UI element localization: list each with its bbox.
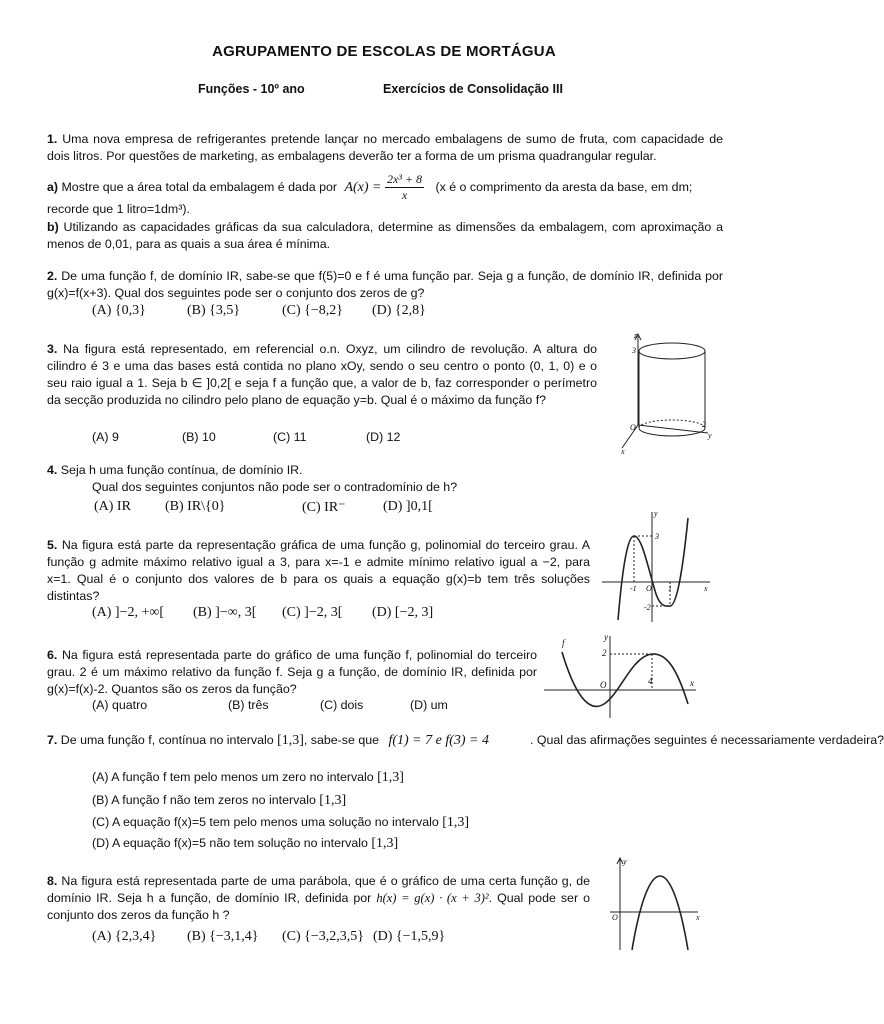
q7-text-c-line1	[530, 733, 884, 747]
q6-text: Na figura está representada parte do gráfico de uma função f, polinomial do terceiro grau. 2 é um máximo relativo da função f. Seja g a função, de domínio IR, definida por g(x)=f(x)-2. Quantos são os zeros da função?	[47, 648, 537, 696]
q7-number: 7.	[47, 733, 58, 747]
q1-b-text: Utilizando as capacidades gráficas da sua calculadora, determine as dimensões da embalagem, com aproximação a menos de 0,01, para as quais a sua área é mínima.	[47, 220, 723, 251]
question-2	[47, 268, 723, 302]
q7-option-d-interval: [1,3]	[371, 836, 399, 851]
fig3-x: x	[621, 447, 625, 456]
q3-option-c: (C) 11	[273, 430, 307, 444]
q7-text-a: De uma função f, contínua no intervalo	[60, 733, 274, 747]
q5-option-c: (C) ]−2, 3[	[282, 605, 343, 620]
q4-option-c: (C) IR⁻	[302, 500, 346, 515]
question-1	[47, 131, 723, 165]
question-4	[47, 463, 303, 477]
y-axis	[638, 425, 708, 433]
fig3-two: 2	[702, 420, 706, 429]
q6-number: 6.	[47, 648, 58, 662]
q7-option-d-text: (D) A equação f(x)=5 não tem solução no intervalo	[92, 836, 368, 850]
q8-text-a: Na figura está representada parte de uma parábola, que é o gráfico de uma certa função g, de domínio IR. Seja h a função, de domínio IR, definida por	[47, 874, 590, 905]
q8-formula: h(x) = g(x) · (x + 3)²	[376, 891, 489, 905]
fig8-y: y	[623, 857, 627, 866]
question-3	[47, 341, 597, 409]
q2-option-d: (D) {2,8}	[372, 303, 426, 318]
q1-a-formula-fraction	[385, 172, 424, 203]
fig6-two: 2	[602, 648, 607, 658]
cubic-f-curve	[562, 652, 688, 706]
q1-text: Uma nova empresa de refrigerantes pretende lançar no mercado embalagens de sumo de fruta, com capacidade de dois litros. Por questões de marketing, as embalagens deverão ter a forma de um prisma quadrangular regular.	[47, 132, 723, 163]
q6-option-d: (D) um	[410, 698, 448, 712]
q3-number: 3.	[47, 342, 58, 356]
q7-text-b: , sabe-se que	[303, 733, 380, 747]
fig6-o: O	[600, 680, 607, 690]
q2-option-a: (A) {0,3}	[92, 303, 146, 318]
q8-text-b: . Qual pode ser o conjunto dos zeros da função h ?	[47, 891, 590, 922]
question-8	[47, 873, 590, 924]
question-5	[47, 537, 590, 605]
fig8-o: O	[612, 913, 618, 922]
q3-option-d: (D) 12	[366, 430, 401, 444]
q7-option-b-interval: [1,3]	[319, 793, 347, 808]
fig5-one: 1	[668, 584, 672, 593]
cylinder-bottom-back	[639, 420, 705, 428]
q2-number: 2.	[47, 269, 58, 283]
q1-a-denominator: x	[401, 188, 408, 202]
q1-a-text: Mostre que a área total da embalagem é dada por	[61, 179, 338, 194]
q7-option-a-interval: [1,3]	[377, 770, 404, 785]
fig5-x: x	[704, 584, 708, 593]
q1-b-label: b)	[47, 220, 59, 234]
q7-option-c-text: (C) A equação f(x)=5 tem pelo menos uma solução no intervalo	[92, 815, 439, 829]
q4-option-b: (B) IR\{0}	[165, 499, 226, 514]
q7-interval: [1,3]	[277, 733, 304, 748]
q4-text2: Qual dos seguintes conjuntos não pode ser o contradomínio de h?	[92, 480, 458, 494]
q4-option-d: (D) ]0,1[	[383, 499, 433, 514]
q8-option-c: (C) {−3,2,3,5}	[282, 929, 364, 944]
q1-a-note: (x é o comprimento da aresta da base, em dm;	[435, 179, 693, 194]
fig3-o: O	[630, 423, 636, 432]
fig6-x: x	[690, 678, 694, 688]
q6-option-b: (B) três	[228, 698, 269, 712]
q1-a-formula-lhs: A(x) =	[344, 179, 382, 195]
fig3-y: y	[708, 431, 712, 440]
q8-number: 8.	[47, 874, 58, 888]
q5-option-d: (D) [−2, 3]	[372, 605, 434, 620]
cubic-graph-figure	[598, 508, 722, 626]
q8-option-b: (B) {−3,1,4}	[187, 929, 259, 944]
q7-option-a	[92, 770, 404, 786]
q6-option-c: (C) dois	[320, 698, 364, 712]
school-title: AGRUPAMENTO DE ESCOLAS DE MORTÁGUA	[212, 43, 556, 60]
q2-option-c: (C) {−8,2}	[282, 303, 343, 318]
q1-a-note2: recorde que 1 litro=1dm³).	[47, 202, 190, 216]
cubic-curve	[618, 518, 688, 620]
q7-option-b-text: (B) A função f não tem zeros no intervalo	[92, 793, 316, 807]
topic-label: Funções - 10º ano	[198, 82, 305, 96]
q6-option-a: (A) quatro	[92, 698, 148, 712]
q1-a	[47, 172, 737, 203]
sheet-label: Exercícios de Consolidação III	[383, 82, 563, 96]
q5-number: 5.	[47, 538, 58, 552]
q7-option-a-text: (A) A função f tem pelo menos um zero no intervalo	[92, 770, 374, 784]
fig3-z: z	[634, 331, 638, 340]
q1-b	[47, 219, 723, 253]
q3-option-b: (B) 10	[182, 430, 216, 444]
q1-number: 1.	[47, 132, 58, 146]
q5-option-b: (B) ]−∞, 3[	[193, 605, 257, 620]
fig5-three: 3	[655, 532, 659, 541]
q7-option-c	[92, 815, 469, 831]
q4-number: 4.	[47, 463, 58, 477]
q2-option-b: (B) {3,5}	[187, 303, 241, 318]
q1-a-numerator: 2x³ + 8	[386, 172, 422, 186]
cubic-f-figure	[540, 632, 700, 722]
q7-condition: f(1) = 7 e f(3) = 4	[388, 733, 490, 748]
q5-option-a: (A) ]−2, +∞[	[92, 605, 165, 620]
q4-option-a: (A) IR	[94, 499, 131, 514]
fig3-three: 3	[632, 346, 636, 355]
fig6-y: y	[604, 632, 608, 642]
parabola-curve	[632, 876, 688, 950]
q5-text: Na figura está parte da representação gráfica de uma função g, polinomial do terceiro grau. A função g admite máximo relativo igual a 3, para x=-1 e admite mínimo relativo igual a −2, para x=1. Qual é o conjunto dos valores de b para os quais a equação g(x)=b tem três soluções distintas?	[47, 538, 590, 603]
q4-text: Seja h uma função contínua, de domínio IR.	[60, 463, 303, 477]
q7-text-c: . Qual das afirmações seguintes é necessariamente verdadeira?	[530, 733, 884, 747]
fig5-m2: -2	[644, 603, 651, 612]
fig6-f: f	[562, 638, 565, 648]
q8-option-d: (D) {−1,5,9}	[373, 929, 446, 944]
q7-option-c-interval: [1,3]	[442, 815, 470, 830]
q2-text: De uma função f, de domínio IR, sabe-se que f(5)=0 e f é uma função par. Seja g a função, de domínio IR, definida por g(x)=f(x+3). Qual dos seguintes pode ser o conjunto dos zeros de g?	[47, 269, 723, 300]
q3-text: Na figura está representado, em referencial o.n. Oxyz, um cilindro de revolução. A altura do cilindro é 3 e uma das bases está contida no plano xOy, sendo o seu centro o ponto (0, 1, 0) e o seu raio igual a 1. Seja b ∈ ]0,2[ e seja f a função que, a valor de b, faz corresponder o perímetro da secção produzida no cilindro pelo plano de equação y=b. Qual é o máximo da função f?	[47, 342, 597, 407]
cylinder-figure	[608, 330, 726, 458]
q3-option-a: (A) 9	[92, 430, 119, 444]
fig5-y: y	[654, 509, 658, 518]
fig8-x: x	[696, 913, 700, 922]
fig5-m1: -1	[630, 584, 637, 593]
q7-option-b	[92, 793, 346, 809]
question-6	[47, 647, 537, 698]
q8-option-a: (A) {2,3,4}	[92, 929, 157, 944]
fig5-o: O	[646, 584, 652, 593]
parabola-figure	[606, 852, 706, 952]
fig6-four: 4	[648, 676, 653, 686]
q7-option-d	[92, 836, 398, 852]
cylinder-top	[639, 343, 705, 359]
q1-a-label: a)	[47, 179, 59, 194]
